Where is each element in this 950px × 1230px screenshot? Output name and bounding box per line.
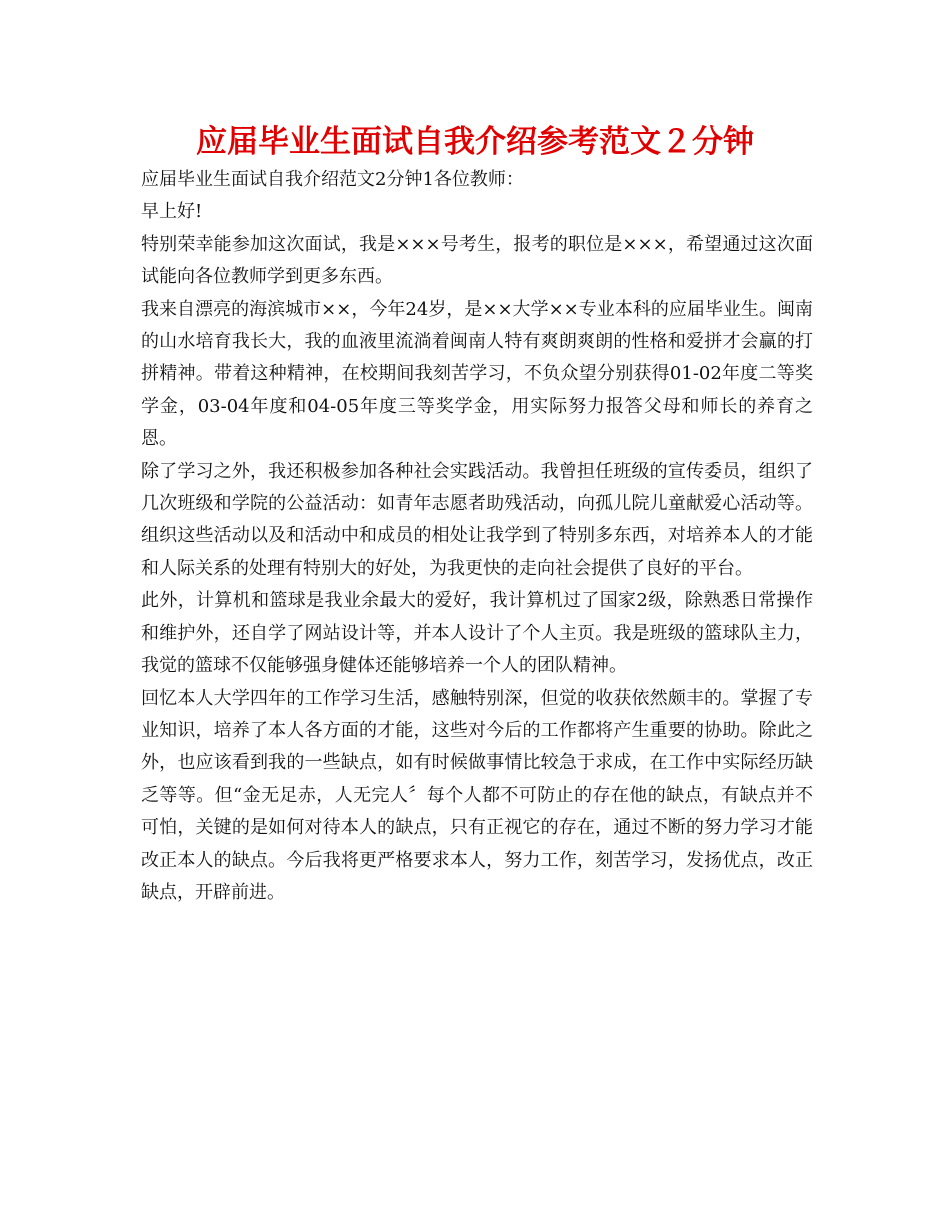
paragraph-opening: 特别荣幸能参加这次面试，我是×××号考生，报考的职位是×××，希望通过这次面试能向各位教师学到更多东西。 <box>141 233 813 288</box>
paragraph-activities: 除了学习之外，我还积极参加各种社会实践活动。我曾担任班级的宣传委员，组织了几次班级和学院的公益活动：如青年志愿者助残活动，向孤儿院儿童献爱心活动等。组织这些活动以及和活动中和成员的相处让我学到了特别多东西，对培养本人的才能和人际关系的处理有特别大的好处，为我更快的走向社会提供了良好的平台。 <box>141 460 813 579</box>
paragraph-background: 我来自漂亮的海滨城市××，今年24岁，是××大学××专业本科的应届毕业生。闽南的山水培育我长大，我的血液里流淌着闽南人特有爽朗爽朗的性格和爱拼才会赢的打拼精神。带着这种精神，在校期间我刻苦学习，不负众望分别获得01-02年度二等奖学金，03-04年度和04-05年度三等奖学金，用实际努力报答父母和师长的养育之恩。 <box>141 298 813 450</box>
paragraph-reflection: 回忆本人大学四年的工作学习生活，感触特别深，但觉的收获依然颇丰的。掌握了专业知识，培养了本人各方面的才能，这些对今后的工作都将产生重要的协助。除此之外，也应该看到我的一些缺点，如有时候做事情比较急于求成，在工作中实际经历缺乏等等。但“金无足赤，人无完人〞每个人都不可防止的存在他的缺点，有缺点并不可怕，关键的是如何对待本人的缺点，只有正视它的存在，通过不断的努力学习才能改正本人的缺点。今后我将更严格要求本人，努力工作，刻苦学习，发扬优点，改正缺点，开辟前进。 <box>141 687 813 903</box>
paragraph-intro: 应届毕业生面试自我介绍范文2分钟1各位教师： <box>141 169 524 190</box>
document-title: 应届毕业生面试自我介绍参考范文２分钟 <box>196 124 754 160</box>
paragraph-greeting: 早上好! <box>141 201 203 223</box>
paragraph-hobbies: 此外，计算机和篮球是我业余最大的爱好，我计算机过了国家2级，除熟悉日常操作和维护外，还自学了网站设计等，并本人设计了个人主页。我是班级的篮球队主力，我觉的篮球不仅能够强身健体还能够培养一个人的团队精神。 <box>141 590 813 677</box>
document-body <box>141 164 813 909</box>
